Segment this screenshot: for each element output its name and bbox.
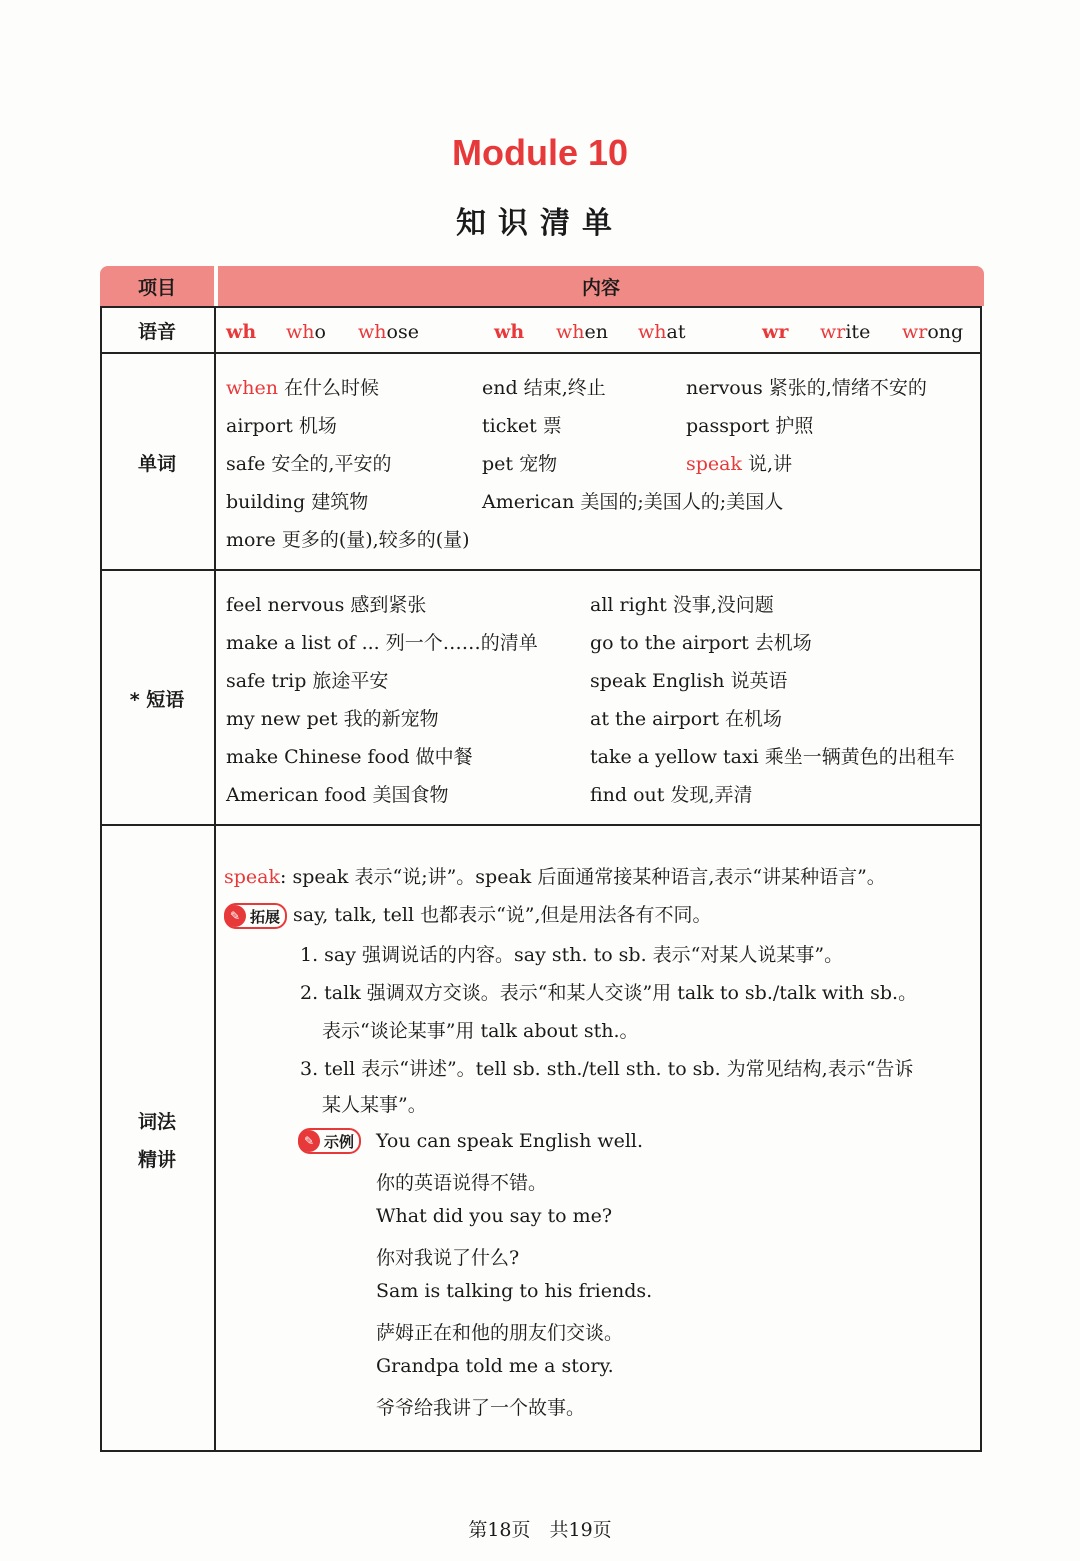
row-label-phonics: 语音	[137, 321, 176, 343]
usage-point: 2. talk 强调双方交谈。表示“和某人交谈”用 talk to sb./talk with sb.。	[300, 982, 918, 1004]
usage-intro-text: : speak 表示“说;讲”。speak 后面通常接某种语言,表示“讲某种语言”。	[280, 866, 886, 888]
row-label-usage-2: 精讲	[137, 1149, 176, 1171]
vocab-word: ticket	[482, 415, 537, 437]
example-chinese: 你的英语说得不错。	[376, 1171, 548, 1194]
example-chinese: 萨姆正在和他的朋友们交谈。	[376, 1321, 624, 1344]
vocab-item	[482, 373, 606, 400]
phonics-word	[820, 321, 870, 343]
phrase-item: make a list of ... 列一个……的清单	[226, 632, 538, 654]
pen-icon: ✎	[224, 905, 246, 927]
row-label-phrases: * 短语	[129, 689, 185, 711]
phrase-item: find out 发现,弄清	[590, 784, 753, 806]
usage-point: 表示“谈论某事”用 talk about sth.。	[322, 1020, 639, 1042]
vocab-meaning: 更多的(量),较多的(量)	[281, 529, 470, 551]
vocab-item	[686, 373, 927, 400]
phonics-rest: o	[314, 321, 326, 343]
phonics-letters: wr	[902, 321, 928, 343]
phonics-key: wh	[494, 321, 525, 343]
example-line	[298, 1128, 367, 1154]
phonics-rest: at	[666, 321, 686, 343]
vocab-word: passport	[686, 415, 770, 437]
phonics-word	[358, 321, 419, 343]
phonics-rest: ite	[845, 321, 871, 343]
vocab-meaning: 机场	[298, 415, 337, 437]
phonics-rest: ong	[927, 321, 964, 343]
phonics-word	[286, 321, 326, 343]
vocab-item	[686, 411, 813, 438]
header-content: 内容	[218, 266, 984, 306]
header-item: 项目	[100, 266, 214, 306]
vocab-word: when	[226, 377, 278, 399]
vocab-meaning: 票	[542, 415, 562, 437]
phrase-item: go to the airport 去机场	[590, 632, 812, 654]
expand-line	[224, 900, 712, 929]
usage-point: 3. tell 表示“讲述”。tell sb. sth./tell sth. to sb. 为常见结构,表示“告诉	[300, 1058, 914, 1080]
vocab-item	[226, 449, 391, 476]
vocab-item	[686, 449, 792, 476]
expand-tag	[224, 903, 287, 929]
example-english: Grandpa told me a story.	[376, 1355, 614, 1377]
example-tag-label: 示例	[324, 1132, 355, 1151]
phonics-key: wh	[226, 321, 257, 343]
vocab-item	[482, 449, 557, 476]
page-title: Module 10	[451, 132, 629, 173]
vocab-item	[226, 487, 368, 514]
vocab-word: building	[226, 491, 306, 513]
vocab-word: more	[226, 529, 276, 551]
vocab-meaning: 在什么时候	[284, 377, 380, 399]
vocab-word: speak	[686, 453, 742, 475]
row-label-vocab: 单词	[137, 453, 176, 475]
vocab-item	[226, 373, 379, 400]
vocab-word: pet	[482, 453, 514, 475]
vocab-meaning: 护照	[775, 415, 814, 437]
phonics-letters: wr	[820, 321, 846, 343]
phrase-item: make Chinese food 做中餐	[226, 746, 473, 768]
usage-intro	[224, 862, 886, 889]
page-subtitle: 知识清单	[456, 206, 624, 241]
vocab-word: airport	[226, 415, 293, 437]
phonics-word	[556, 321, 608, 343]
pen-icon: ✎	[298, 1130, 320, 1152]
expand-tag-label: 拓展	[250, 907, 281, 926]
vocab-item	[482, 487, 783, 514]
phrase-item: all right 没事,没问题	[590, 594, 774, 616]
vocab-meaning: 宠物	[519, 453, 558, 475]
vocab-meaning: 说,讲	[748, 453, 793, 475]
row-label-usage-1: 词法	[137, 1111, 176, 1133]
vocab-meaning: 建筑物	[311, 491, 369, 513]
phonics-rest: en	[584, 321, 608, 343]
vocab-word: American	[482, 491, 575, 513]
vocab-meaning: 结束,终止	[523, 377, 606, 399]
phonics-letters: wh	[286, 321, 315, 343]
vocab-word: end	[482, 377, 518, 399]
vocab-meaning: 紧张的,情绪不安的	[768, 377, 927, 399]
vocab-item	[226, 525, 470, 552]
phrase-item: speak English 说英语	[590, 670, 788, 692]
phonics-word	[902, 321, 963, 343]
phonics-letters: wh	[638, 321, 667, 343]
example-english: You can speak English well.	[376, 1130, 644, 1152]
vocab-meaning: 安全的,平安的	[271, 453, 392, 475]
phrase-item: feel nervous 感到紧张	[226, 594, 427, 616]
example-chinese: 爷爷给我讲了一个故事。	[376, 1396, 586, 1419]
usage-point: 1. say 强调说话的内容。say sth. to sb. 表示“对某人说某事”。	[300, 944, 844, 966]
expand-text: say, talk, tell 也都表示“说”,但是用法各有不同。	[293, 904, 712, 926]
example-chinese: 你对我说了什么?	[376, 1246, 520, 1269]
example-english: What did you say to me?	[376, 1205, 613, 1227]
phrase-item: take a yellow taxi 乘坐一辆黄色的出租车	[590, 746, 955, 768]
phrase-item: safe trip 旅途平安	[226, 670, 389, 692]
vocab-item	[226, 411, 337, 438]
vocab-word: nervous	[686, 377, 763, 399]
vocab-meaning: 美国的;美国人的;美国人	[580, 491, 784, 513]
phonics-letters: wh	[358, 321, 387, 343]
usage-keyword: speak	[224, 866, 280, 888]
phrase-item: American food 美国食物	[226, 784, 449, 806]
vocab-word: safe	[226, 453, 266, 475]
usage-point: 某人某事”。	[322, 1094, 427, 1116]
phrase-item: my new pet 我的新宠物	[226, 708, 439, 730]
phonics-word	[638, 321, 685, 343]
phonics-rest: ose	[386, 321, 419, 343]
phonics-letters: wh	[556, 321, 585, 343]
example-tag	[298, 1128, 361, 1154]
example-english: Sam is talking to his friends.	[376, 1280, 653, 1302]
phrase-item: at the airport 在机场	[590, 708, 783, 730]
page-footer: 第18页 共19页	[468, 1519, 612, 1541]
phonics-key: wr	[762, 321, 789, 343]
vocab-item	[482, 411, 562, 438]
